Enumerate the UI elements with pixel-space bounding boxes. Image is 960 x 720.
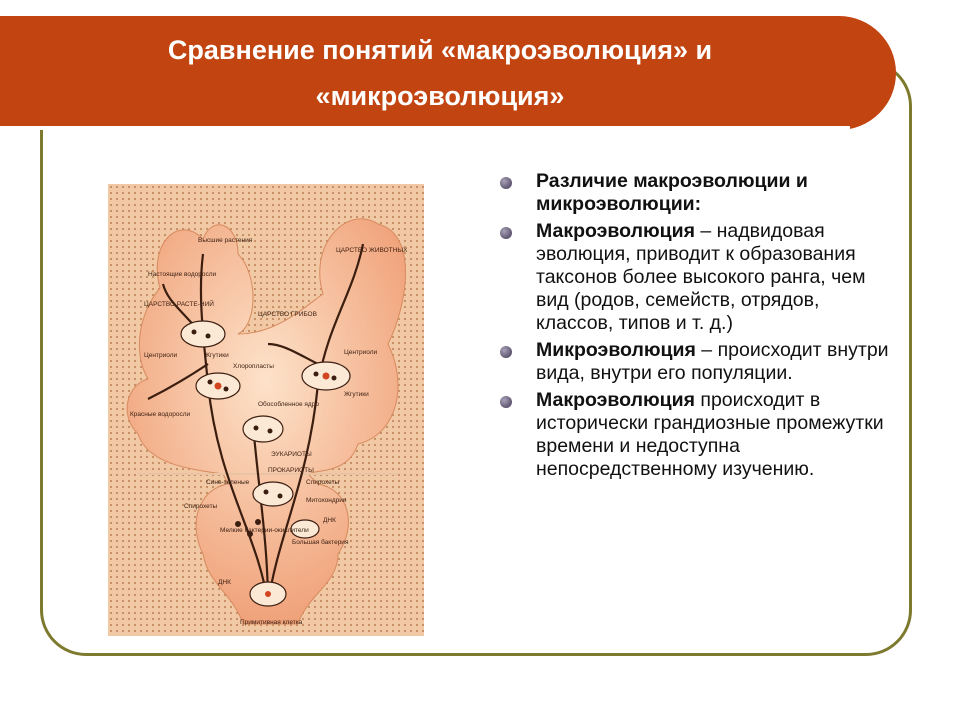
label-chloroplasts: Хлоропласты xyxy=(233,363,274,370)
bullet-list xyxy=(498,170,898,485)
bullet-icon xyxy=(500,177,512,189)
label-spirochetes: Спирохеты xyxy=(184,503,218,510)
bullet-item xyxy=(498,339,898,385)
label-higher-plants: Высшие растения xyxy=(198,237,253,244)
evolution-tree-figure xyxy=(108,184,424,636)
label-spirochetes-top: Спирохеты xyxy=(306,479,340,486)
label-plants: ЦАРСТВО РАСТЕ-НИЙ xyxy=(144,301,214,308)
bullet-bold: Макроэволюция xyxy=(536,389,695,411)
bullet-item xyxy=(498,220,898,335)
label-flagella-left: Жгутики xyxy=(204,352,229,359)
bullet-text: – надвидовая эволюция, приводит к образования таксонов более высокого ранга, чем вид (родов, семейств, отрядов, классов, типов и т. д.) xyxy=(536,220,866,334)
bullet-icon xyxy=(500,396,512,408)
label-true-algae: Настоящие водоросли xyxy=(148,271,217,278)
bullet-item xyxy=(498,170,898,216)
bullet-item xyxy=(498,389,898,481)
label-fungi: ЦАРСТВО ГРИБОВ xyxy=(258,311,317,318)
title-line-1: Сравнение понятий «макроэволюция» и xyxy=(167,35,713,65)
bullet-bold: Различие макроэволюции и микроэволюции: xyxy=(536,170,808,215)
label-red-algae: Красные водоросли xyxy=(130,411,191,418)
label-primitive-cell: Примитивная клетка xyxy=(240,619,303,626)
label-animals: ЦАРСТВО ЖИВОТНЫХ xyxy=(336,247,408,254)
bullet-icon xyxy=(500,346,512,358)
bullet-text: происходит в исторически грандиозные промежутки времени и недоступна непосредственному изучению. xyxy=(536,389,884,480)
bullet-bold: Макроэволюция xyxy=(536,220,695,242)
title-line-2: «микроэволюция» xyxy=(315,81,565,111)
label-mitochondria: Митохондрии xyxy=(306,497,347,504)
label-blue-green: Сине-зеленые xyxy=(206,479,250,486)
bullet-icon xyxy=(500,227,512,239)
label-large-bacteria: Большая бактерия xyxy=(292,539,349,546)
label-bacteria-oxidizers: Мелкие бактерии-окислители xyxy=(220,527,309,534)
label-centrioles-left: Центриоли xyxy=(144,352,178,359)
label-nucleus: Обособленное ядро xyxy=(258,401,319,408)
label-flagella-right: Жгутики xyxy=(344,391,369,398)
slide-title xyxy=(40,27,840,119)
label-prokaryotes: ПРОКАРИОТЫ xyxy=(268,467,314,474)
bullet-text: – происходит внутри вида, внутри его популяции. xyxy=(536,339,889,384)
label-dna: ДНК xyxy=(218,579,231,586)
label-eukaryotes: ЭУКАРИОТЫ xyxy=(271,451,312,458)
label-dna-2: ДНК xyxy=(323,517,336,524)
banner-underline xyxy=(0,126,850,130)
label-centrioles-right: Центриоли xyxy=(344,349,378,356)
bullet-bold: Микроэволюция xyxy=(536,339,696,361)
